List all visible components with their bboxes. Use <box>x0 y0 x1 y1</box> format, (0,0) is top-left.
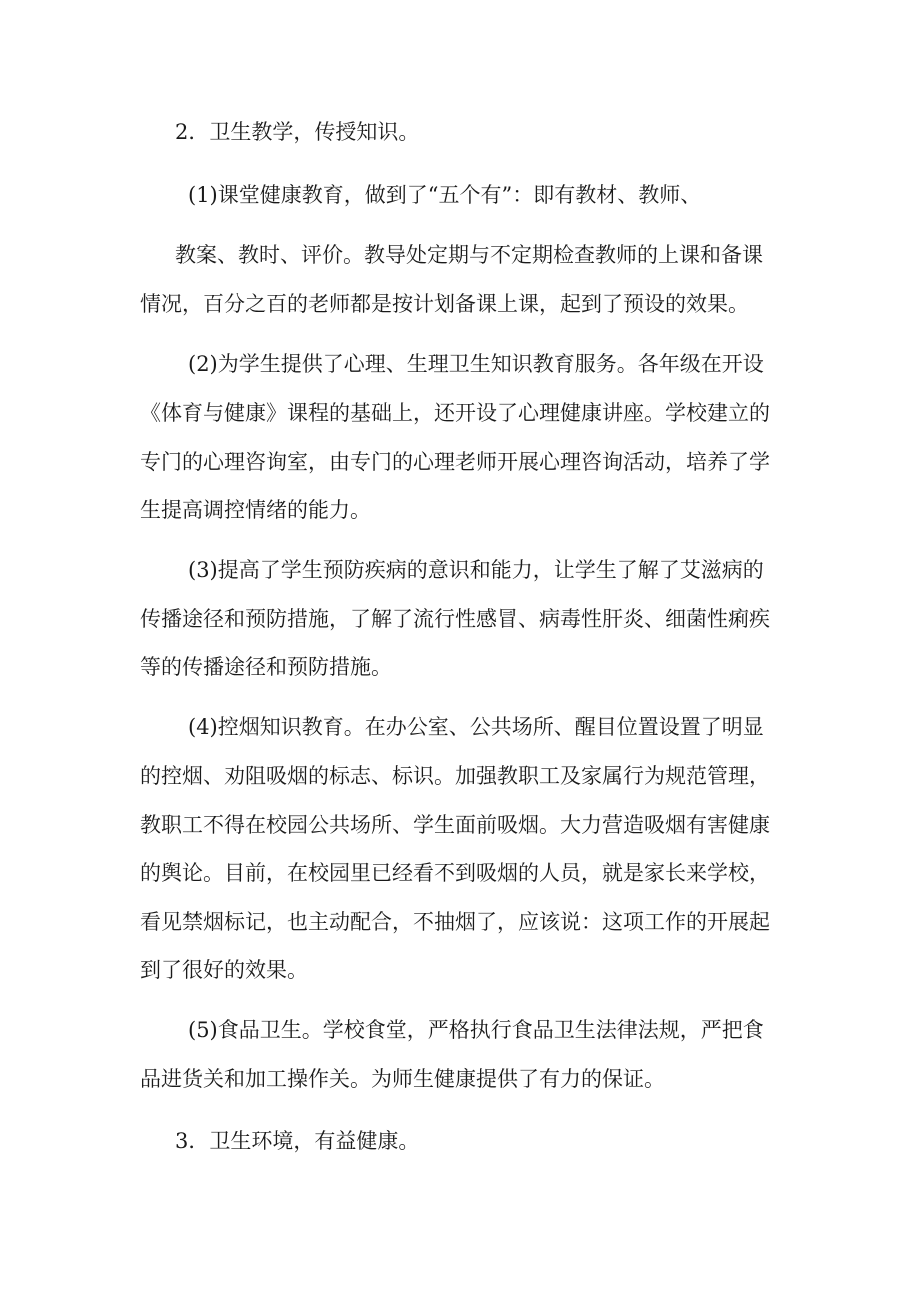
paragraph-line: 等的传播途径和预防措施。 <box>140 655 392 679</box>
section-heading: 3．卫生环境，有益健康。 <box>175 1129 420 1153</box>
paragraph-line: 的控烟、劝阻吸烟的标志、标识。加强教职工及家属行为规范管理， <box>140 764 770 788</box>
paragraph-line: (1)课堂健康教育，做到了“五个有”：即有教材、教师、 <box>188 183 702 207</box>
paragraph-line: 情况，百分之百的老师都是按计划备课上课，起到了预设的效果。 <box>140 292 749 316</box>
paragraph-line: 专门的心理咨询室，由专门的心理老师开展心理咨询活动，培养了学 <box>140 450 770 474</box>
paragraph-line: 的舆论。目前，在校园里已经看不到吸烟的人员，就是家长来学校， <box>140 861 770 885</box>
paragraph-line: 教职工不得在校园公共场所、学生面前吸烟。大力营造吸烟有害健康 <box>140 813 770 837</box>
paragraph-line: (4)控烟知识教育。在办公室、公共场所、醒目位置设置了明显 <box>188 715 764 739</box>
paragraph-line: 《体育与健康》课程的基础上，还开设了心理健康讲座。学校建立的 <box>140 401 770 425</box>
paragraph-line: 生提高调控情绪的能力。 <box>140 498 371 522</box>
paragraph-line: 品进货关和加工操作关。为师生健康提供了有力的保证。 <box>140 1067 665 1091</box>
paragraph-line: 教案、教时、评价。教导处定期与不定期检查教师的上课和备课 <box>175 243 763 267</box>
paragraph-line: (5)食品卫生。学校食堂，严格执行食品卫生法律法规，严把食 <box>188 1018 764 1042</box>
paragraph-line: 到了很好的效果。 <box>140 958 308 982</box>
paragraph-line: (3)提高了学生预防疾病的意识和能力，让学生了解了艾滋病的 <box>188 558 764 582</box>
paragraph-line: 看见禁烟标记，也主动配合，不抽烟了，应该说：这项工作的开展起 <box>140 910 770 934</box>
paragraph-line: (2)为学生提供了心理、生理卫生知识教育服务。各年级在开设 <box>188 352 764 376</box>
section-heading: 2．卫生教学，传授知识。 <box>175 120 420 144</box>
paragraph-line: 传播途径和预防措施，了解了流行性感冒、病毒性肝炎、细菌性痢疾 <box>140 607 770 631</box>
